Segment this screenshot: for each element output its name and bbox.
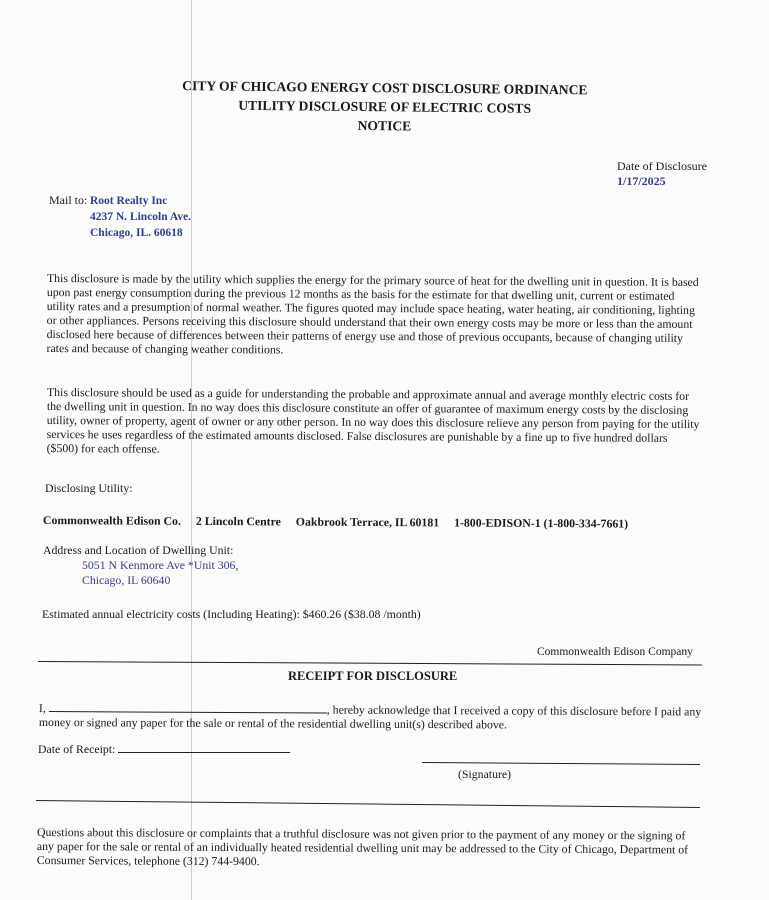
date-of-receipt-row: [38, 742, 290, 757]
date-of-receipt-blank-line[interactable]: [118, 742, 290, 753]
dwelling-city: Chicago, IL 60640: [82, 573, 171, 587]
company-signoff: Commonwealth Edison Company: [537, 646, 693, 658]
disclosure-paragraph-1: This disclosure is made by the utility which supplies the energy for the primary source of heat for the dwelling unit in question. It is based upon past energy consumption during the previous 12 months as the basis for the estimate for that dwelling unit, current or estimated utility rates and a presumption of normal weather. The figures quoted may include space heating, water heating, air conditioning, lighting or other appliances. Persons receiving this disclosure should understand that their own energy costs may be more or less than the amount disclosed here because of differences between their patterns of energy use and those of previous occupants, because of changing utility rates and because of changing weather conditions.: [46, 271, 699, 356]
mail-to-name: Root Realty Inc: [90, 195, 168, 207]
date-of-receipt-label: Date of Receipt:: [38, 742, 116, 756]
disclosure-date-block: [617, 159, 707, 189]
utility-info-row: [43, 513, 640, 532]
estimated-cost-label: Estimated annual electricity costs (Including Heating):: [42, 607, 300, 621]
disclosure-date-label: Date of Disclosure: [617, 159, 707, 173]
questions-paragraph: Questions about this disclosure or complaints that a truthful disclosure was not given prior to the payment of any money or the signing of any paper for the sale or rental of an individually heated residential dwelling unit may be addressed to the City of Chicago, Department of Consumer Services, telephone (312) 744-9400.: [36, 825, 689, 868]
mail-to-city: Chicago, IL. 60618: [90, 227, 183, 239]
signature-label: (Signature): [458, 767, 512, 781]
ack-body: , hereby acknowledge that I received a copy of this disclosure before I paid any money or signed any paper for the sale or rental of the residential dwelling unit(s) described above.: [38, 702, 702, 732]
ack-prefix: I,: [38, 701, 46, 716]
mail-to-block: [49, 192, 191, 241]
disclosure-paragraph-2: This disclosure should be used as a guide for understanding the probable and approximate annual and average monthly electric costs for the dwelling unit in question. In no way does this disclosure constitute an offer of guarantee of maximum energy costs by the disclosing utility, owner of property, agent of owner or any other person. In no way does this disclosure relieve any person from paying for the utility services he uses regardless of the estimated amounts disclosed. False disclosures are punishable by a fine up to five hundred dollars ($500) for each offense.: [46, 385, 700, 456]
name-blank-line[interactable]: [49, 700, 327, 713]
header-title-line3: NOTICE: [357, 117, 412, 134]
utility-name: Commonwealth Edison Co.: [42, 513, 181, 528]
dwelling-location-block: [43, 543, 238, 588]
dwelling-label: Address and Location of Dwelling Unit:: [43, 543, 234, 557]
estimated-cost-value: $460.26 ($38.08 /month): [302, 607, 421, 621]
disclosing-utility-label: Disclosing Utility:: [45, 481, 133, 495]
signature-line[interactable]: [422, 762, 700, 765]
estimated-cost-row: [42, 607, 421, 622]
divider-line-bottom: [36, 800, 700, 808]
receipt-title: RECEIPT FOR DISCLOSURE: [288, 669, 458, 683]
header-title-line1: CITY OF CHICAGO ENERGY COST DISCLOSURE ORDINANCE: [182, 78, 588, 98]
utility-address-line2: Oakbrook Terrace, IL 60181: [295, 514, 440, 530]
mail-to-label: Mail to:: [49, 193, 88, 207]
mail-to-street: 4237 N. Lincoln Ave.: [90, 211, 192, 223]
header-title-line2: UTILITY DISCLOSURE OF ELECTRIC COSTS: [238, 97, 532, 116]
utility-address-line1: 2 Lincoln Centre: [195, 513, 281, 529]
acknowledgement-text: [39, 700, 704, 732]
disclosure-date-value: 1/17/2025: [617, 174, 666, 188]
divider-line-top: [38, 661, 702, 665]
document-header: [169, 76, 600, 137]
utility-phone: 1-800-EDISON-1 (1-800-334-7661): [454, 515, 629, 531]
dwelling-street: 5051 N Kenmore Ave *Unit 306,: [82, 558, 239, 572]
